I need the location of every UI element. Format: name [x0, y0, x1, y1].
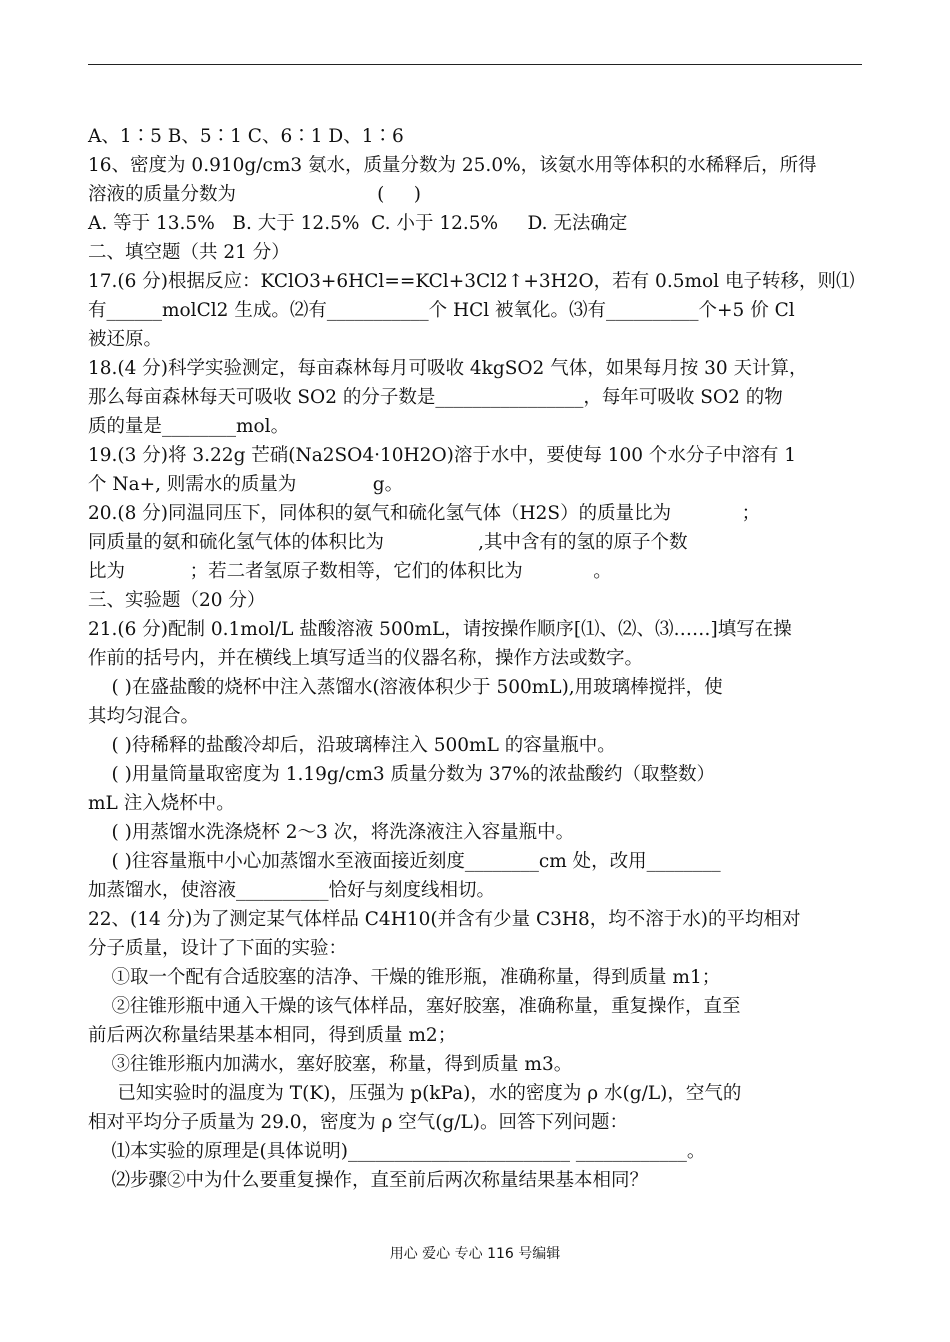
text-line: A、1∶5 B、5∶1 C、6∶1 D、1∶6: [88, 126, 404, 147]
text-line: 21.(6 分)配制 0.1mol/L 盐酸溶液 500mL，请按操作顺序[⑴、⑵、⑶……]填写在操: [88, 619, 792, 640]
text-line: 18.(4 分)科学实验测定，每亩森林每月可吸收 4kgSO2 气体，如果每月按 30 天计算，: [88, 358, 808, 379]
text-line: ( )用蒸馏水洗涤烧杯 2～3 次，将洗涤液注入容量瓶中。: [88, 822, 575, 843]
text-line: ③往锥形瓶内加满水，塞好胶塞，称量，得到质量 m3。: [88, 1054, 573, 1075]
text-line: 16、密度为 0.910g/cm3 氨水，质量分数为 25.0%，该氨水用等体积的水稀释后，所得: [88, 155, 817, 176]
text-line: 已知实验时的温度为 T(K)，压强为 p(kPa)，水的密度为 ρ 水(g/L)，空气的: [88, 1083, 742, 1104]
section-heading: 二、填空题（共 21 分）: [88, 242, 290, 263]
text-line: ( )往容量瓶中小心加蒸馏水至液面接近刻度________cm 处，改用________: [88, 851, 721, 872]
text-line: 其均匀混合。: [88, 706, 200, 727]
text-line: 溶液的质量分数为 ( ): [88, 184, 421, 205]
section-heading: 三、实验题（20 分）: [88, 590, 266, 611]
text-line: ②往锥形瓶中通入干燥的该气体样品，塞好胶塞，准确称量，重复操作，直至: [88, 996, 741, 1017]
text-line: ( )用量筒量取密度为 1.19g/cm3 质量分数为 37%的浓盐酸约（取整数）: [88, 764, 716, 785]
text-line: 比为 ；若二者氢原子数相等，它们的体积比为 。: [88, 561, 612, 582]
page-footer: 用心 爱心 专心 116 号编辑: [389, 1246, 561, 1262]
header-rule: [88, 64, 862, 65]
text-line: 作前的括号内，并在横线上填写适当的仪器名称，操作方法或数字。: [88, 648, 644, 669]
text-line: A. 等于 13.5% B. 大于 12.5% C. 小于 12.5% D. 无法确定: [88, 213, 628, 234]
text-line: 被还原。: [88, 329, 163, 350]
text-line: 个 Na+, 则需水的质量为 g。: [88, 474, 404, 495]
text-line: 17.(6 分)根据反应：KClO3+6HCl==KCl+3Cl2↑+3H2O，若有 0.5mol 电子转移，则⑴: [88, 271, 855, 292]
text-line: 22、(14 分)为了测定某气体样品 C4H10(并含有少量 C3H8，均不溶于水)的平均相对: [88, 909, 801, 930]
text-line: 20.(8 分)同温同压下，同体积的氨气和硫化氢气体（H2S）的质量比为 ；: [88, 503, 761, 524]
text-line: 质的量是________mol。: [88, 416, 290, 437]
text-line: 分子质量，设计了下面的实验：: [88, 938, 348, 959]
text-line: 同质量的氨和硫化氢气体的体积比为 ,其中含有的氢的原子个数: [88, 532, 688, 553]
text-line: ⑴本实验的原理是(具体说明)________________________ ____________。: [88, 1141, 706, 1162]
text-line: 19.(3 分)将 3.22g 芒硝(Na2SO4·10H2O)溶于水中，要使每 100 个水分子中溶有 1: [88, 445, 797, 466]
text-line: ①取一个配有合适胶塞的洁净、干燥的锥形瓶，准确称量，得到质量 m1；: [88, 967, 721, 988]
text-line: 有______molCl2 生成。⑵有___________个 HCl 被氧化。⑶有__________个+5 价 Cl: [88, 300, 795, 321]
text-line: 加蒸馏水，使溶液__________恰好与刻度线相切。: [88, 880, 496, 901]
text-line: ( )待稀释的盐酸冷却后，沿玻璃棒注入 500mL 的容量瓶中。: [88, 735, 616, 756]
text-line: ⑵步骤②中为什么要重复操作，直至前后两次称量结果基本相同？: [88, 1170, 649, 1191]
text-line: 那么每亩森林每天可吸收 SO2 的分子数是________________，每年可吸收 SO2 的物: [88, 387, 783, 408]
document-body: [88, 122, 868, 1195]
text-line: 相对平均分子质量为 29.0，密度为 ρ 空气(g/L)。回答下列问题：: [88, 1112, 629, 1133]
text-line: ( )在盛盐酸的烧杯中注入蒸馏水(溶液体积少于 500mL),用玻璃棒搅拌，使: [88, 677, 723, 698]
text-line: mL 注入烧杯中。: [88, 793, 235, 814]
text-line: 前后两次称量结果基本相同，得到质量 m2；: [88, 1025, 457, 1046]
